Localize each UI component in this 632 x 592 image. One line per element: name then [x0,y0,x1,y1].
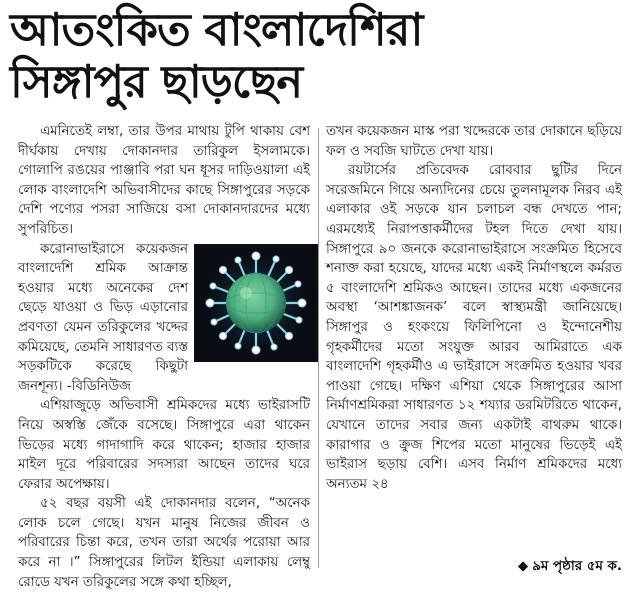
article-paragraph: এমনিতেই লম্বা, তার উপর মাথায় টুপি থাকায় বেশ দীর্ঘকায় দেখায় দোকানদার তারিকুল ইসলামকে। গোলাপি রঙয়ের পাঞ্জাবি পরা ঘন ধূসর দাড়িওয়ালা এই লোক বাংলাদেশি অভিবাসীদের কাছে সিঙ্গাপুরের সড়কে দেশি পণ্যের পসরা সাজিয়ে বসা দোকানদারদের মধ্যে সুপরিচিত। [18,124,310,237]
article-paragraph: ৫২ বছর বয়সী এই দোকানদার বলেন, “অনেক লোক চলে গেছে। যখন মানুষ নিজের জীবন ও পরিবারের চিন্তা করে, তখন তারা অর্থের পরোয়া আর করে না ।” সিঙ্গাপুরের লিটল ইন্ডিয়া এলাকায় লেম্বু রোডে যখন তরিকুলের সঙ্গে কথা হচ্ছিল, [18,496,310,590]
diamond-icon: ◆ [517,559,529,574]
headline-line-2: সিঙ্গাপুর ছাড়ছেন [10,55,303,108]
column-divider [318,128,319,568]
headline [10,4,480,108]
article-paragraph: এশিয়াজুড়ে অভিবাসী শ্রমিকদের মধ্যে ভাইরাসটি নিয়ে অস্বস্তি জেঁকে বসেছে। সিঙ্গাপুরে এরা থাকেন ভিড়ের মধ্যে গাদাগাদি করে থাকেন; হাজার হাজার মাইল দূরে পরিবারের সদস্যরা আছেন তাদের ঘরে ফেরার অপেক্ষায়। [18,398,310,492]
article-paragraph: তখন কয়েকজন মাস্ক পরা খদ্দেরকে তার দোকানে ছড়িয়ে ফল ও সবজি ঘাটতে দেখা যায়। [326,124,622,159]
headline-line-1: আতংকিত বাংলাদেশিরা [10,3,423,56]
article-column-left [18,122,310,592]
article-paragraph: রয়টার্সের প্রতিবেদক রোববার ছুটির দিনে সরেজমিনে গিয়ে অন্যদিনের চেয়ে তুলনামূলক নিরব এই এলাকার ওই সড়কে যান চলাচল বন্ধ দেখতে পান; এরমধ্যেই নিরাপত্তাকর্মীদের টহল দিতে দেখা যায়। সিঙ্গাপুরে ৯০ জনকে করোনাভাইরাসে সংক্রমিত হিসেবে শনাক্ত করা হয়েছে, যাদের মধ্যে একই নির্মাণস্থলে কর্মরত ৫ বাংলাদেশি শ্রমিকও আছেন। তাদের মধ্যে একজনের অবস্থা ‘আশঙ্কাজনক’ বলে স্বাস্থ্যমন্ত্রী জানিয়েছে। সিঙ্গাপুর ও হংকংয়ে ফিলিপিনো ও ইন্দোনেশীয় গৃহকর্মীদের মতো সংযুক্ত আরব আমিরাতে এক বাংলাদেশি গৃহকর্মীও এ ভাইরাসে সংক্রমিত হওয়ার খবর পাওয়া গেছে। দক্ষিণ এশিয়া থেকে সিঙ্গাপুরের আসা নির্মাণশ্রমিকরা সাধারণত ১২ শয্যার ডরমিটরিতে থাকেন, যেখানে তাদের সবার জন্য একটাই বাথরুম থাকে। কারাগার ও ক্রুজ শিপের মতো মানুষের ভিড়েই এই ভাইরাস ছড়ায় বেশি। এসব নির্মাণ শ্রমিকদের মধ্যে অন্যতম ২৪ [326,163,622,492]
article-paragraph-with-figure [18,240,310,397]
continuation-label: ৯ম পৃষ্ঠার ৫ম ক. [532,559,622,574]
continuation-note [518,557,622,576]
coronavirus-illustration-icon [194,244,318,362]
article-column-right [326,122,622,494]
article-paragraph-text: করোনাভাইরাসে কয়েকজন বাংলাদেশি শ্রমিক আক্রান্ত হওয়ার মধ্যে অনেকের দেশ ছেড়ে যাওয়া ও ভিড় এড়ানোর প্রবণতা যেমন তরিকুলের খদ্দের কমিয়েছে, তেমনি সাধারণত ব্যস্ত সড়কটিকে করেছে কিছুটা জনশূন্য। -বিডিনিউজ [18,241,188,394]
